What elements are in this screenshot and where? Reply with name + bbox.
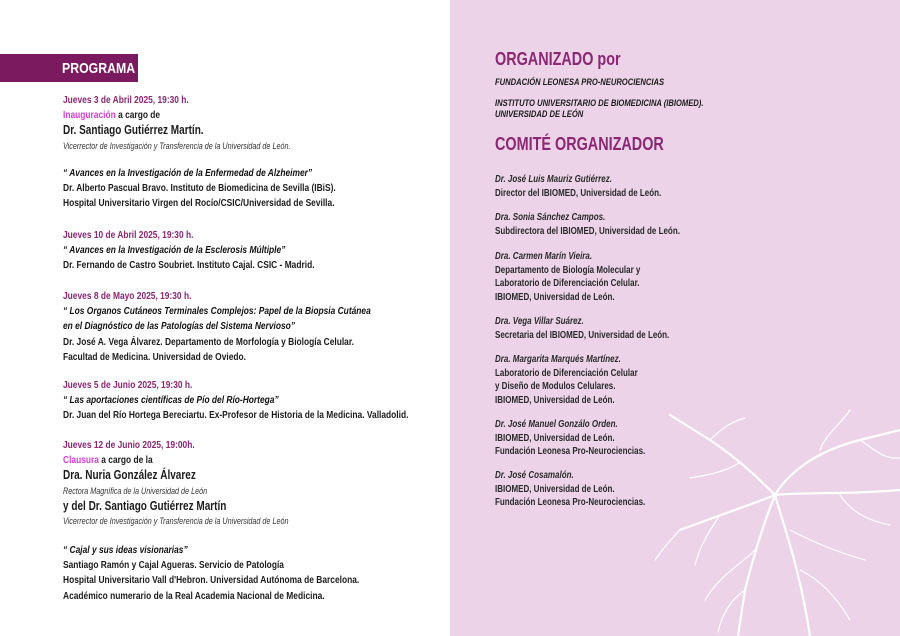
speaker-role: Vicerrector de Investigación y Transferencia de la Universidad de León. bbox=[63, 140, 291, 151]
member-name: Dr. José Manuel Gonzálo Orden. bbox=[495, 419, 618, 430]
member-role: IBIOMED, Universidad de León. bbox=[495, 432, 615, 444]
talk-affiliation: Facultad de Medicina. Universidad de Oviedo. bbox=[63, 350, 246, 363]
session-3 bbox=[63, 289, 371, 365]
committee-member bbox=[495, 173, 661, 200]
speaker: Dr. Santiago Gutiérrez Martín. bbox=[63, 123, 204, 138]
talk-affiliation: Académico numerario de la Real Academia Nacional de Medicina. bbox=[63, 589, 325, 602]
closing-rest: a cargo de la bbox=[98, 454, 153, 467]
member-name: Dra. Margarita Marqués Martínez. bbox=[495, 354, 621, 365]
closing-label: Clausura bbox=[63, 454, 99, 467]
member-role: Director del IBIOMED, Universidad de León. bbox=[495, 187, 662, 199]
opening-line bbox=[63, 108, 290, 123]
committee-member bbox=[495, 469, 645, 510]
session-1 bbox=[63, 93, 290, 154]
session-date: Jueves 10 de Abril 2025, 19:30 h. bbox=[63, 229, 194, 241]
organizer: FUNDACIÓN LEONESA PRO-NEUROCIENCIAS bbox=[495, 77, 665, 88]
member-name: Dra. Vega Villar Suárez. bbox=[495, 316, 584, 327]
member-name: Dra. Sonia Sánchez Campos. bbox=[495, 212, 606, 223]
talk-affiliation: Hospital Universitario Vall d'Hebron. Universidad Autónoma de Barcelona. bbox=[63, 574, 360, 587]
speaker-role: Vicerrector de Investigación y Transferencia de la Universidad de León bbox=[63, 515, 289, 526]
talk-speaker: Dr. Alberto Pascual Bravo. Instituto de Biomedicina de Sevilla (IBiS). bbox=[63, 182, 336, 195]
organizer-line: INSTITUTO UNIVERSITARIO DE BIOMEDICINA (IBIOMED). bbox=[495, 98, 704, 109]
organizers-page bbox=[450, 0, 900, 636]
talk-speaker: Dr. Fernando de Castro Soubriet. Instituto Cajal. CSIC - Madrid. bbox=[63, 259, 315, 272]
session-date: Jueves 8 de Mayo 2025, 19:30 h. bbox=[63, 290, 192, 302]
committee-member bbox=[495, 315, 669, 342]
member-name: Dr. José Cosamalón. bbox=[495, 470, 574, 481]
member-name: Dr. José Luis Mauriz Gutiérrez. bbox=[495, 174, 612, 185]
talk-speaker: Dr. Juan del Río Hortega Bereciartu. Ex-Profesor de Historia de la Medicina. Valladolid. bbox=[63, 409, 409, 422]
organizado-title: ORGANIZADO por bbox=[495, 49, 621, 69]
session-2 bbox=[63, 228, 315, 274]
session-date: Jueves 12 de Junio 2025, 19:00h. bbox=[63, 439, 195, 451]
talk-speaker: Santiago Ramón y Cajal Agueras. Servicio de Patología bbox=[63, 559, 284, 572]
member-role: Fundación Leonesa Pro-Neurociencias. bbox=[495, 497, 646, 508]
committee-member bbox=[495, 250, 640, 304]
talk-title: “ Los Organos Cutáneos Terminales Complejos: Papel de la Biopsia Cutánea bbox=[63, 305, 371, 318]
member-role: Fundación Leonesa Pro-Neurociencias. bbox=[495, 446, 646, 457]
opening-label: Inauguración bbox=[63, 109, 116, 122]
member-role: IBIOMED, Universidad de León. bbox=[495, 291, 615, 303]
speaker: Dra. Nuria González Álvarez bbox=[63, 468, 196, 483]
programa-title: PROGRAMA bbox=[62, 60, 136, 77]
committee-member bbox=[495, 353, 638, 407]
talk-title: “ Avances en la Investigación de la Enfermedad de Alzheimer” bbox=[63, 167, 313, 179]
member-role: y Diseño de Modulos Celulares. bbox=[495, 381, 616, 392]
talk-affiliation: Hospital Universitario Virgen del Rocío/CSIC/Universidad de Sevilla. bbox=[63, 197, 335, 210]
opening-rest: a cargo de bbox=[115, 109, 161, 122]
talk-title: “ Las aportaciones científicas de Pío del Río-Hortega” bbox=[63, 394, 279, 407]
talk-5 bbox=[63, 543, 359, 604]
member-role: IBIOMED, Universidad de León. bbox=[495, 483, 615, 495]
committee-member bbox=[495, 211, 680, 238]
closing-line bbox=[63, 453, 288, 468]
member-role: Departamento de Biología Molecular y bbox=[495, 264, 641, 276]
talk-1 bbox=[63, 166, 336, 212]
committee-member bbox=[495, 418, 645, 459]
talk-title: “ Avances en la Investigación de la Esclerosis Múltiple” bbox=[63, 244, 286, 257]
speaker: y del Dr. Santiago Gutiérrez Martín bbox=[63, 498, 227, 513]
member-role: Secretaria del IBIOMED, Universidad de León. bbox=[495, 329, 670, 341]
speaker-role: Rectora Magnífica de la Universidad de León bbox=[63, 485, 208, 496]
member-role: Laboratorio de Diferenciación Celular. bbox=[495, 278, 640, 289]
session-date: Jueves 3 de Abril 2025, 19:30 h. bbox=[63, 94, 189, 106]
member-role: Subdirectora del IBIOMED, Universidad de León. bbox=[495, 225, 680, 237]
talk-title: “ Cajal y sus ideas visionarias” bbox=[63, 544, 188, 556]
programa-header bbox=[0, 54, 138, 82]
session-4 bbox=[63, 378, 408, 424]
talk-speaker: Dr. José A. Vega Álvarez. Departamento de Morfología y Biología Celular. bbox=[63, 335, 354, 348]
member-name: Dra. Carmen Marín Vieira. bbox=[495, 251, 593, 262]
session-5 bbox=[63, 438, 288, 529]
comite-title: COMITÉ ORGANIZADOR bbox=[495, 134, 664, 154]
organizer-line: UNIVERSIDAD DE LEÓN bbox=[495, 109, 584, 120]
organizer bbox=[495, 98, 703, 120]
member-role: IBIOMED, Universidad de León. bbox=[495, 394, 615, 406]
member-role: Laboratorio de Diferenciación Celular bbox=[495, 367, 638, 379]
session-date: Jueves 5 de Junio 2025, 19:30 h. bbox=[63, 379, 193, 391]
talk-title: en el Diagnóstico de las Patologías del Sistema Nervioso” bbox=[63, 320, 296, 333]
neuron-illustration-icon bbox=[650, 400, 900, 636]
